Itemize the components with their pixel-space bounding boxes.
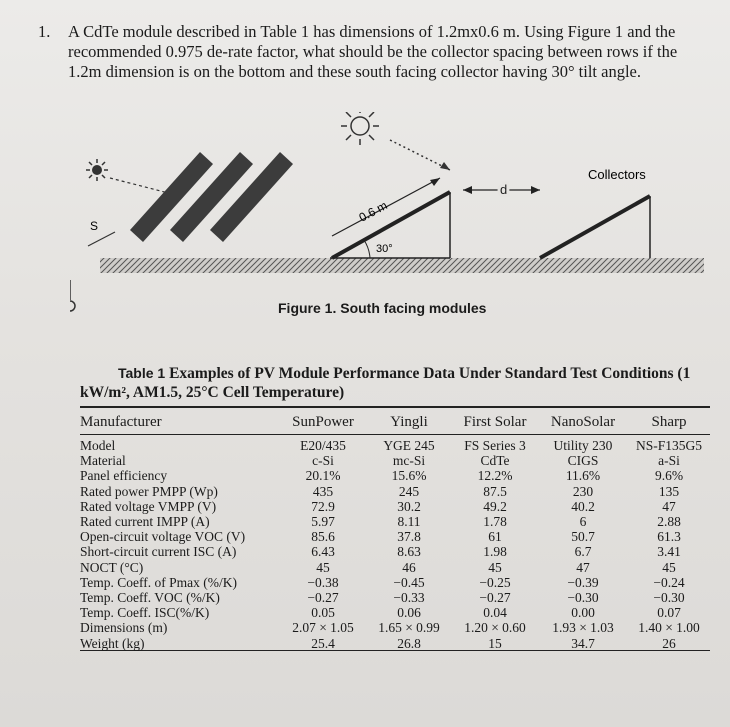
value-cell: CdTe — [480, 453, 510, 469]
table-row — [80, 636, 710, 651]
table-row — [80, 575, 710, 590]
value-cell: 1.93 × 1.03 — [552, 620, 614, 636]
value-cell: 0.06 — [397, 605, 421, 621]
pv-module-table — [80, 412, 710, 651]
value-cell: 26 — [662, 635, 676, 651]
value-cell: 0.00 — [571, 605, 595, 621]
value-cell: 85.6 — [311, 529, 335, 545]
value-cell: 435 — [312, 483, 334, 499]
header-cell: Yingli — [390, 414, 428, 431]
value-cell: 61 — [488, 529, 502, 545]
value-cell: 0.04 — [483, 605, 507, 621]
value-cell: −0.30 — [567, 590, 599, 606]
value-cell: 3.41 — [657, 544, 681, 560]
row-label-cell: Model — [80, 438, 116, 453]
row-label-cell: Material — [80, 453, 126, 469]
table-row — [80, 544, 710, 559]
value-cell: 46 — [402, 559, 416, 575]
value-cell: E20/435 — [300, 438, 346, 453]
header-cell: Sharp — [651, 414, 687, 431]
value-cell: 15 — [488, 635, 502, 651]
row-label-cell: Weight (kg) — [80, 635, 145, 651]
table-top-rule — [80, 406, 710, 408]
value-cell: mc-Si — [392, 453, 426, 469]
row-label-cell: Panel efficiency — [80, 468, 168, 484]
value-cell: 26.8 — [397, 635, 421, 651]
table-row — [80, 605, 710, 620]
value-cell: −0.25 — [479, 574, 511, 590]
value-cell: 40.2 — [571, 498, 595, 514]
question-number: 1. — [38, 22, 51, 41]
value-cell: 72.9 — [311, 498, 335, 514]
row-label-cell: Temp. Coeff. ISC(%/K) — [80, 605, 210, 621]
row-label-cell: Rated current IMPP (A) — [80, 514, 210, 530]
figure-caption: Figure 1. South facing modules — [278, 300, 487, 316]
value-cell: YGE 245 — [383, 438, 435, 453]
table-row — [80, 434, 710, 453]
row-label-cell: Rated voltage VMPP (V) — [80, 498, 217, 514]
value-cell: 0.05 — [311, 605, 335, 621]
value-cell: −0.30 — [653, 590, 685, 606]
value-cell: 87.5 — [483, 483, 507, 499]
row-label-cell: Rated power PMPP (Wp) — [80, 483, 218, 499]
collectors-label: Collectors — [588, 167, 646, 182]
figure-drawing — [70, 112, 720, 317]
table-row — [80, 514, 710, 529]
table-row — [80, 590, 710, 605]
value-cell: 135 — [658, 483, 680, 499]
header-cell: First Solar — [463, 414, 527, 431]
value-cell: 37.8 — [397, 529, 421, 545]
value-cell: c-Si — [312, 453, 334, 469]
table-row — [80, 560, 710, 575]
value-cell: 6 — [579, 514, 587, 530]
south-label: S — [90, 219, 99, 233]
value-cell: 49.2 — [483, 498, 507, 514]
value-cell: 5.97 — [311, 514, 335, 530]
pencil-mark — [70, 280, 75, 311]
value-cell: 0.07 — [657, 605, 681, 621]
row-label-cell: NOCT (°C) — [80, 559, 144, 575]
small-sun-icon — [86, 159, 108, 181]
table-title-text: Examples of PV Module Performance Data Under Standard Test Conditions (1 kW/m², AM1.5, 25°C Cell Temperature) — [80, 365, 691, 401]
value-cell: 34.7 — [571, 635, 595, 651]
value-cell: 8.63 — [397, 544, 421, 560]
table-row — [80, 620, 710, 635]
value-cell: 1.40 × 1.00 — [638, 620, 700, 636]
table-header-row — [80, 412, 710, 434]
value-cell: 11.6% — [565, 468, 601, 484]
row-label-cell: Short-circuit current ISC (A) — [80, 544, 237, 560]
value-cell: −0.45 — [393, 574, 425, 590]
value-cell: −0.27 — [307, 590, 339, 606]
value-cell: 1.20 × 0.60 — [464, 620, 526, 636]
value-cell: 8.11 — [397, 514, 421, 530]
value-cell: −0.33 — [393, 590, 425, 606]
table-row — [80, 499, 710, 514]
d-label: d — [500, 182, 508, 197]
value-cell: 45 — [316, 559, 330, 575]
question-text: A CdTe module described in Table 1 has dimensions of 1.2mx0.6 m. Using Figure 1 and the recommended 0.975 de-rate factor, what should be the collector spacing between rows if the 1.2m dimension is on the bottom and these south facing collector having 30° tilt angle. — [68, 22, 678, 81]
value-cell: 15.6% — [391, 468, 427, 484]
value-cell: 47 — [662, 498, 676, 514]
value-cell: −0.39 — [567, 574, 599, 590]
value-cell: 6.43 — [311, 544, 335, 560]
value-cell: 61.3 — [657, 529, 681, 545]
table-row — [80, 529, 710, 544]
value-cell: 9.6% — [654, 468, 684, 484]
angle-label: 30° — [376, 243, 393, 255]
value-cell: NS-F135G5 — [635, 438, 702, 453]
value-cell: 2.07 × 1.05 — [292, 620, 354, 636]
value-cell: 1.78 — [483, 514, 507, 530]
table-row — [80, 468, 710, 483]
value-cell: 245 — [398, 483, 420, 499]
value-cell: 1.98 — [483, 544, 507, 560]
table-row — [80, 453, 710, 468]
value-cell: 45 — [488, 559, 502, 575]
header-cell: NanoSolar — [550, 414, 616, 431]
row-label-cell: Temp. Coeff. of Pmax (%/K) — [80, 574, 238, 590]
value-cell: 6.7 — [574, 544, 592, 560]
value-cell: 30.2 — [397, 498, 421, 514]
row-label-cell: Temp. Coeff. VOC (%/K) — [80, 590, 220, 606]
figure-1 — [70, 112, 720, 317]
value-cell: 230 — [572, 483, 594, 499]
oblique-panels — [130, 152, 293, 242]
value-cell: 12.2% — [477, 468, 513, 484]
value-cell: 50.7 — [571, 529, 595, 545]
value-cell: CIGS — [567, 453, 599, 469]
value-cell: 47 — [576, 559, 590, 575]
table-title — [80, 364, 720, 402]
sun-icon — [341, 112, 379, 145]
length-label: 0.6 m — [356, 198, 390, 225]
table-body — [80, 434, 710, 651]
value-cell: 1.65 × 0.99 — [378, 620, 440, 636]
value-cell: 2.88 — [657, 514, 681, 530]
header-cell: Manufacturer — [80, 414, 162, 431]
table-label: Table 1 — [118, 365, 166, 381]
value-cell: FS Series 3 — [464, 438, 526, 453]
header-cell: SunPower — [292, 414, 354, 431]
value-cell: 20.1% — [305, 468, 341, 484]
value-cell: −0.27 — [479, 590, 511, 606]
ground — [100, 258, 704, 273]
value-cell: −0.24 — [653, 574, 685, 590]
row-label-cell: Dimensions (m) — [80, 620, 168, 636]
value-cell: 45 — [662, 559, 676, 575]
value-cell: −0.38 — [307, 574, 339, 590]
value-cell: 25.4 — [311, 635, 335, 651]
row-label-cell: Open-circuit voltage VOC (V) — [80, 529, 246, 545]
value-cell: a-Si — [658, 453, 680, 469]
table-row — [80, 484, 710, 499]
value-cell: Utility 230 — [553, 438, 613, 453]
